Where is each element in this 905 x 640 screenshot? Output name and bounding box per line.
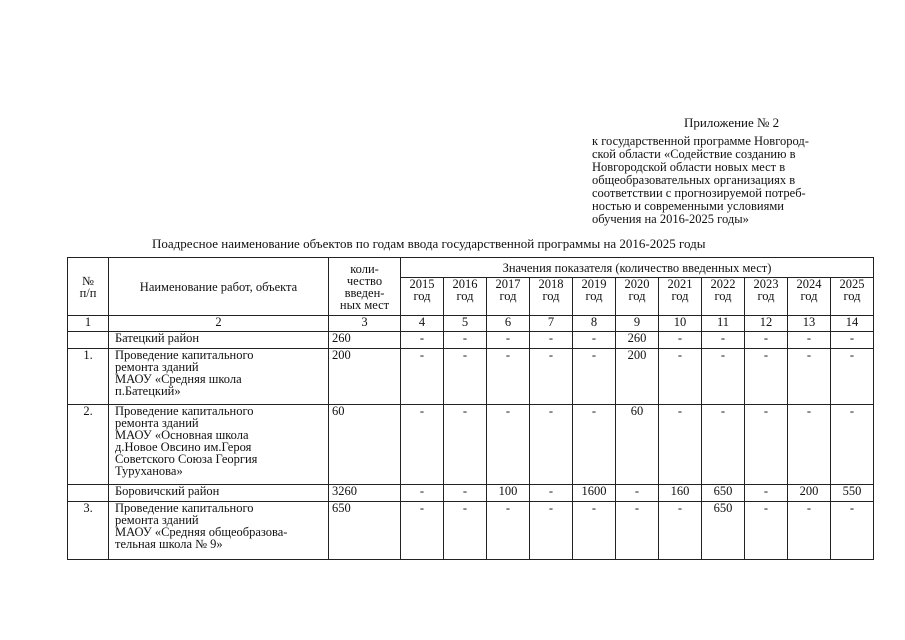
qty-header: [329, 258, 401, 316]
header-row: [68, 258, 874, 278]
year-unit: год: [585, 289, 603, 303]
qty-header-line: ных мест: [339, 297, 390, 312]
column-number: 5: [444, 316, 487, 332]
year-value: -: [788, 502, 831, 560]
appendix-line: обучения на 2016-2025 годы»: [592, 212, 749, 226]
year-label: 2015: [409, 277, 435, 291]
column-number: 3: [329, 316, 401, 332]
year-value: -: [487, 332, 530, 349]
year-value: 1600: [573, 485, 616, 502]
table-row: [68, 485, 874, 502]
values-header: Значения показателя (количество введенных мест): [401, 258, 874, 278]
year-value: -: [659, 349, 702, 405]
appendix-subtitle: [592, 135, 872, 226]
year-value: -: [788, 405, 831, 485]
year-unit: год: [628, 289, 646, 303]
year-value: -: [831, 332, 874, 349]
object-name-line: тельная школа № 9»: [115, 537, 223, 551]
objects-table: [67, 257, 874, 560]
year-header: [788, 278, 831, 316]
year-value: -: [530, 405, 573, 485]
year-value: -: [659, 405, 702, 485]
column-number: 10: [659, 316, 702, 332]
year-value: -: [573, 405, 616, 485]
year-value: -: [487, 405, 530, 485]
table-row: [68, 405, 874, 485]
year-value: -: [745, 502, 788, 560]
year-value: 550: [831, 485, 874, 502]
year-value: -: [444, 502, 487, 560]
object-name-line: Проведение капитального: [115, 501, 254, 515]
object-name: [109, 349, 329, 405]
year-header: [831, 278, 874, 316]
year-value: -: [831, 502, 874, 560]
year-value: -: [659, 332, 702, 349]
year-value: -: [745, 349, 788, 405]
object-name: [109, 502, 329, 560]
object-name-line: МАОУ «Основная школа: [115, 428, 249, 442]
year-unit: год: [499, 289, 517, 303]
year-value: -: [444, 332, 487, 349]
appendix-title: Приложение № 2: [684, 115, 780, 130]
name-header: Наименование работ, объекта: [109, 258, 329, 316]
year-label: 2025: [839, 277, 865, 291]
object-name-line: Боровичский район: [115, 484, 220, 498]
year-unit: год: [843, 289, 861, 303]
row-number: 1.: [68, 349, 109, 405]
year-value: -: [659, 502, 702, 560]
year-value: -: [702, 349, 745, 405]
year-value: -: [573, 332, 616, 349]
year-value: 200: [616, 349, 659, 405]
year-value: -: [530, 332, 573, 349]
column-number: 2: [109, 316, 329, 332]
object-name-line: ремонта зданий: [115, 416, 199, 430]
appendix-line: Новгородской области новых мест в: [592, 160, 786, 174]
appendix-line: общеобразовательных организациях в: [592, 173, 796, 187]
year-header: [659, 278, 702, 316]
year-value: -: [573, 349, 616, 405]
year-value: -: [401, 332, 444, 349]
year-value: -: [444, 349, 487, 405]
object-name-line: п.Батецкий»: [115, 384, 181, 398]
year-unit: год: [542, 289, 560, 303]
year-label: 2020: [624, 277, 650, 291]
column-number-row: [68, 316, 874, 332]
year-value: -: [788, 349, 831, 405]
total-places: 60: [329, 405, 401, 485]
year-value: -: [444, 405, 487, 485]
object-name: [109, 332, 329, 349]
year-value: 160: [659, 485, 702, 502]
year-unit: год: [757, 289, 775, 303]
year-value: -: [444, 485, 487, 502]
total-places: 3260: [329, 485, 401, 502]
year-value: -: [401, 485, 444, 502]
year-header: [487, 278, 530, 316]
year-value: 260: [616, 332, 659, 349]
year-header: [745, 278, 788, 316]
year-header: [530, 278, 573, 316]
qty-header-line: коли-: [350, 261, 379, 276]
year-value: 60: [616, 405, 659, 485]
object-name: [109, 485, 329, 502]
year-label: 2023: [753, 277, 779, 291]
total-places: 200: [329, 349, 401, 405]
column-number: 1: [68, 316, 109, 332]
qty-header-line: введен-: [344, 285, 385, 300]
row-number: 2.: [68, 405, 109, 485]
year-unit: год: [714, 289, 732, 303]
object-name-line: Проведение капитального: [115, 404, 254, 418]
year-value: -: [831, 405, 874, 485]
object-name-line: ремонта зданий: [115, 513, 199, 527]
year-value: -: [573, 502, 616, 560]
object-name-line: Батецкий район: [115, 331, 200, 345]
year-label: 2017: [495, 277, 521, 291]
year-value: -: [530, 502, 573, 560]
year-unit: год: [456, 289, 474, 303]
year-value: -: [745, 332, 788, 349]
year-value: 650: [702, 502, 745, 560]
year-label: 2018: [538, 277, 564, 291]
table-row: [68, 332, 874, 349]
year-header: [573, 278, 616, 316]
num-header-line: п/п: [79, 285, 97, 300]
object-name-line: Туруханова»: [115, 464, 183, 478]
row-number: [68, 485, 109, 502]
year-label: 2019: [581, 277, 607, 291]
year-value: -: [745, 485, 788, 502]
year-header: [444, 278, 487, 316]
year-header: [702, 278, 745, 316]
column-number: 8: [573, 316, 616, 332]
object-name-line: МАОУ «Средняя школа: [115, 372, 242, 386]
row-number: 3.: [68, 502, 109, 560]
year-value: -: [831, 349, 874, 405]
year-value: 200: [788, 485, 831, 502]
year-value: -: [530, 485, 573, 502]
column-number: 9: [616, 316, 659, 332]
object-name-line: д.Новое Овсино им.Героя: [115, 440, 252, 454]
column-number: 6: [487, 316, 530, 332]
year-unit: год: [413, 289, 431, 303]
object-name-line: Советского Союза Георгия: [115, 452, 258, 466]
year-value: -: [487, 502, 530, 560]
year-label: 2022: [710, 277, 736, 291]
year-value: -: [401, 349, 444, 405]
total-places: 260: [329, 332, 401, 349]
document-title: Поадресное наименование объектов по годам ввода государственной программы на 2016-2025 годы: [152, 236, 706, 251]
year-value: -: [487, 349, 530, 405]
num-header: [68, 258, 109, 316]
year-value: -: [616, 485, 659, 502]
qty-header-line: чество: [346, 273, 383, 288]
year-label: 2024: [796, 277, 822, 291]
object-name-line: МАОУ «Средняя общеобразова-: [115, 525, 288, 539]
appendix-line: к государственной программе Новгород-: [592, 134, 809, 148]
year-value: 100: [487, 485, 530, 502]
year-value: -: [788, 332, 831, 349]
year-value: 650: [702, 485, 745, 502]
column-number: 14: [831, 316, 874, 332]
appendix-line: ской области «Содействие созданию в: [592, 147, 796, 161]
year-value: -: [702, 332, 745, 349]
year-header: [616, 278, 659, 316]
appendix-line: ностью и современными условиями: [592, 199, 784, 213]
year-label: 2021: [667, 277, 693, 291]
year-header: [401, 278, 444, 316]
year-value: -: [616, 502, 659, 560]
appendix-line: соответствии с прогнозируемой потреб-: [592, 186, 806, 200]
column-number: 4: [401, 316, 444, 332]
total-places: 650: [329, 502, 401, 560]
year-value: -: [530, 349, 573, 405]
year-label: 2016: [452, 277, 478, 291]
column-number: 11: [702, 316, 745, 332]
column-number: 12: [745, 316, 788, 332]
object-name: [109, 405, 329, 485]
year-unit: год: [671, 289, 689, 303]
year-unit: год: [800, 289, 818, 303]
year-value: -: [702, 405, 745, 485]
year-value: -: [401, 405, 444, 485]
table-row: [68, 349, 874, 405]
num-header-line: №: [82, 273, 94, 288]
object-name-line: ремонта зданий: [115, 360, 199, 374]
column-number: 7: [530, 316, 573, 332]
year-value: -: [401, 502, 444, 560]
object-name-line: Проведение капитального: [115, 348, 254, 362]
row-number: [68, 332, 109, 349]
year-value: -: [745, 405, 788, 485]
column-number: 13: [788, 316, 831, 332]
table-row: [68, 502, 874, 560]
